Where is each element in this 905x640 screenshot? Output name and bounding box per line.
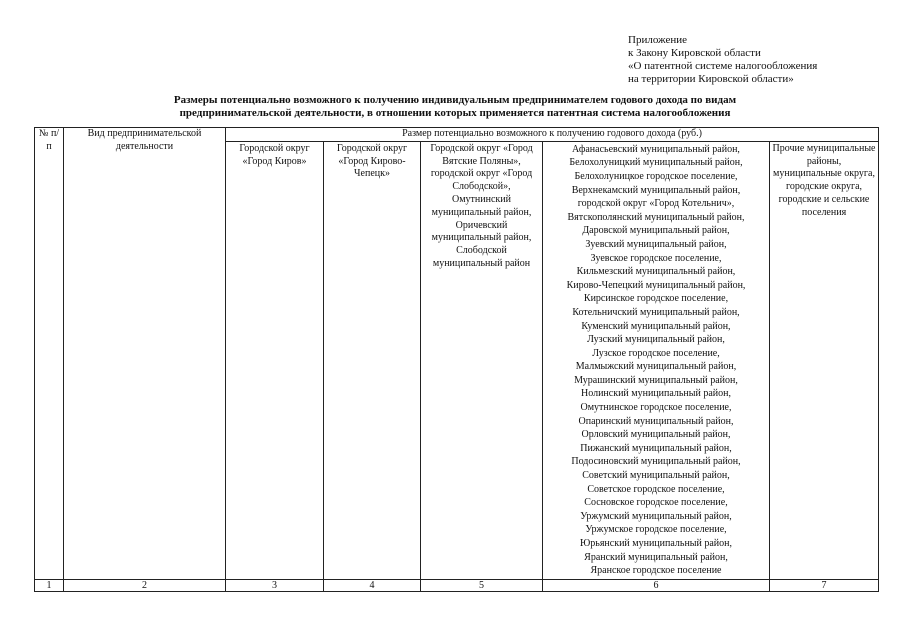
appendix-line: «О патентной системе налогообложения — [628, 60, 818, 72]
municipality-item: Яранский муниципальный район, — [584, 551, 728, 563]
municipality-item: Котельничский муниципальный район, — [572, 306, 740, 318]
header-kirov: Городской округ «Город Киров» — [226, 141, 324, 579]
municipality-item: Мурашинский муниципальный район, — [574, 374, 738, 386]
municipality-item: Юрьянский муниципальный район, — [579, 538, 733, 550]
column-number: 4 — [324, 579, 421, 591]
municipality-item: Орловский муниципальный район, — [581, 429, 731, 441]
municipality-item: Яранское городское поселение — [590, 565, 722, 577]
municipality-item: городской округ «Город Котельнич», — [577, 198, 735, 210]
municipality-item: Пижанский муниципальный район, — [580, 442, 732, 454]
header-group-5: Городской округ «Город Вятские Поляны», городской округ «Город Слободской», Омутнинский муниципальный район, Оричевский муниципальный район, Слободской муниципальный район — [421, 141, 543, 579]
municipality-item: Советский муниципальный район, — [582, 470, 730, 482]
municipality-item: Верхнекамский муниципальный район, — [571, 184, 741, 196]
appendix-note — [628, 34, 898, 86]
column-number: 5 — [421, 579, 543, 591]
column-number: 7 — [770, 579, 879, 591]
income-table — [34, 127, 879, 592]
title-line-1: Размеры потенциально возможного к получению индивидуальным предпринимателем годового дохода по видам — [173, 94, 737, 106]
municipality-item: Кильмезский муниципальный район, — [576, 266, 736, 278]
header-number: № п/п — [35, 128, 64, 580]
municipality-item: Лузский муниципальный район, — [587, 334, 725, 346]
municipality-item: Зуевский муниципальный район, — [585, 238, 727, 250]
municipality-item: Опаринский муниципальный район, — [578, 415, 734, 427]
municipality-item: Подосиновский муниципальный район, — [571, 456, 741, 468]
header-income-group: Размер потенциально возможного к получению годового дохода (руб.) — [226, 128, 879, 142]
column-number: 1 — [35, 579, 64, 591]
municipality-item: Кирсинское городское поселение, — [583, 293, 729, 305]
header-group-6-list — [543, 141, 770, 579]
municipality-item: Куменский муниципальный район, — [581, 320, 731, 332]
municipality-item: Кирово-Чепецкий муниципальный район, — [566, 279, 746, 291]
municipality-item: Сосновское городское поселение, — [584, 497, 728, 509]
column-number: 3 — [226, 579, 324, 591]
municipality-item: Уржумский муниципальный район, — [580, 510, 732, 522]
municipality-item: Зуевское городское поселение, — [590, 252, 722, 264]
municipality-item: Лузское городское поселение, — [592, 347, 720, 359]
municipality-item: Уржумское городское поселение, — [585, 524, 727, 536]
municipality-item: Малмыжский муниципальный район, — [575, 361, 737, 373]
municipality-item: Омутнинское городское поселение, — [580, 402, 732, 414]
municipality-item: Советское городское поселение, — [587, 483, 725, 495]
header-kirovo-chepetsk: Городской округ «Город Кирово-Чепецк» — [324, 141, 421, 579]
appendix-line: к Закону Кировской области — [628, 47, 761, 59]
municipality-item: Вятскополянский муниципальный район, — [567, 211, 745, 223]
municipality-item: Белохолуницкое городское поселение, — [574, 170, 738, 182]
header-other-municipalities: Прочие муниципальные районы, муниципальные округа, городские округа, городские и сельские поселения — [770, 141, 879, 579]
column-number: 6 — [543, 579, 770, 591]
municipality-item: Нолинский муниципальный район, — [580, 388, 731, 400]
document-title — [60, 94, 850, 120]
title-line-2: предпринимательской деятельности, в отношении которых применяется патентная система налогообложения — [179, 107, 731, 119]
appendix-line: Приложение — [628, 34, 688, 46]
appendix-line: на территории Кировской области» — [628, 73, 794, 85]
header-activity-type: Вид предпринимательской деятельности — [64, 128, 226, 580]
municipality-item: Афанасьевский муниципальный район, — [572, 143, 740, 155]
column-number: 2 — [64, 579, 226, 591]
municipality-item: Даровской муниципальный район, — [582, 225, 730, 237]
municipality-item: Белохолуницкий муниципальный район, — [569, 157, 743, 169]
